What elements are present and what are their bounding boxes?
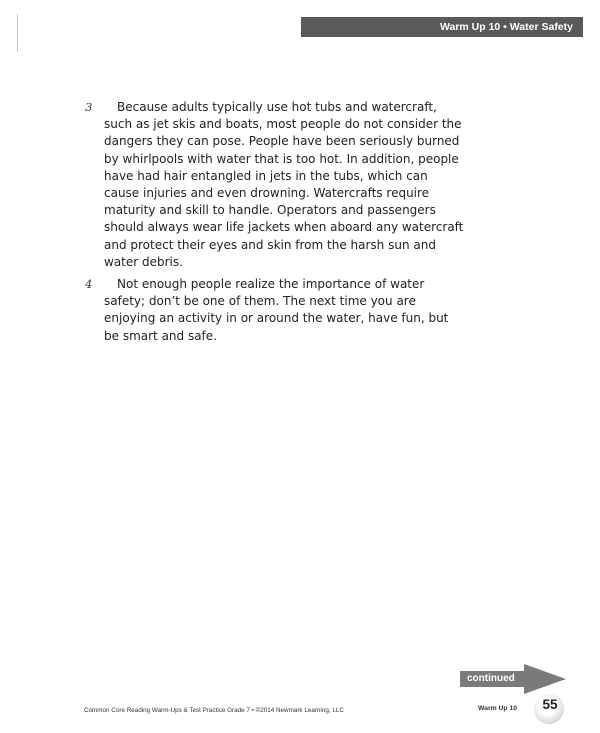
paragraph-text: Because adults typically use hot tubs and watercraft, such as jet skis and boats, most people do not consider the dangers they can pose. People have been seriously burned by whirlpools with water that is too hot. In addition, people have had hair entangled in jets in the tubs, which can cause injuries and even drowning. Watercrafts require maturity and skill to handle. Operators and passengers should always wear life jackets when aboard any watercraft and protect their eyes and skin from the harsh sun and water debris. — [104, 100, 464, 269]
paragraph-number: 3 — [85, 100, 93, 114]
section-header-bar — [301, 17, 583, 37]
continued-arrow — [460, 664, 568, 694]
continued-label: continued — [467, 673, 515, 684]
paragraph-text: Not enough people realize the importance of water safety; don’t be one of them. The next time you are enjoying an activity in or around the water, have fun, but be smart and safe. — [104, 277, 449, 343]
footer-section-label: Warm Up 10 — [478, 705, 518, 712]
paragraph-number: 4 — [85, 277, 93, 292]
paragraph-3 — [85, 99, 465, 271]
margin-rule — [17, 14, 18, 52]
page-number: 55 — [542, 697, 558, 712]
footer-copyright: Common Core Reading Warm-Ups & Test Practice Grade 7 • ©2014 Newmark Learning, LLC — [84, 707, 344, 714]
section-header-title: Warm Up 10 • Water Safety — [439, 21, 573, 33]
paragraph-4 — [85, 276, 465, 345]
article-body — [85, 99, 465, 350]
